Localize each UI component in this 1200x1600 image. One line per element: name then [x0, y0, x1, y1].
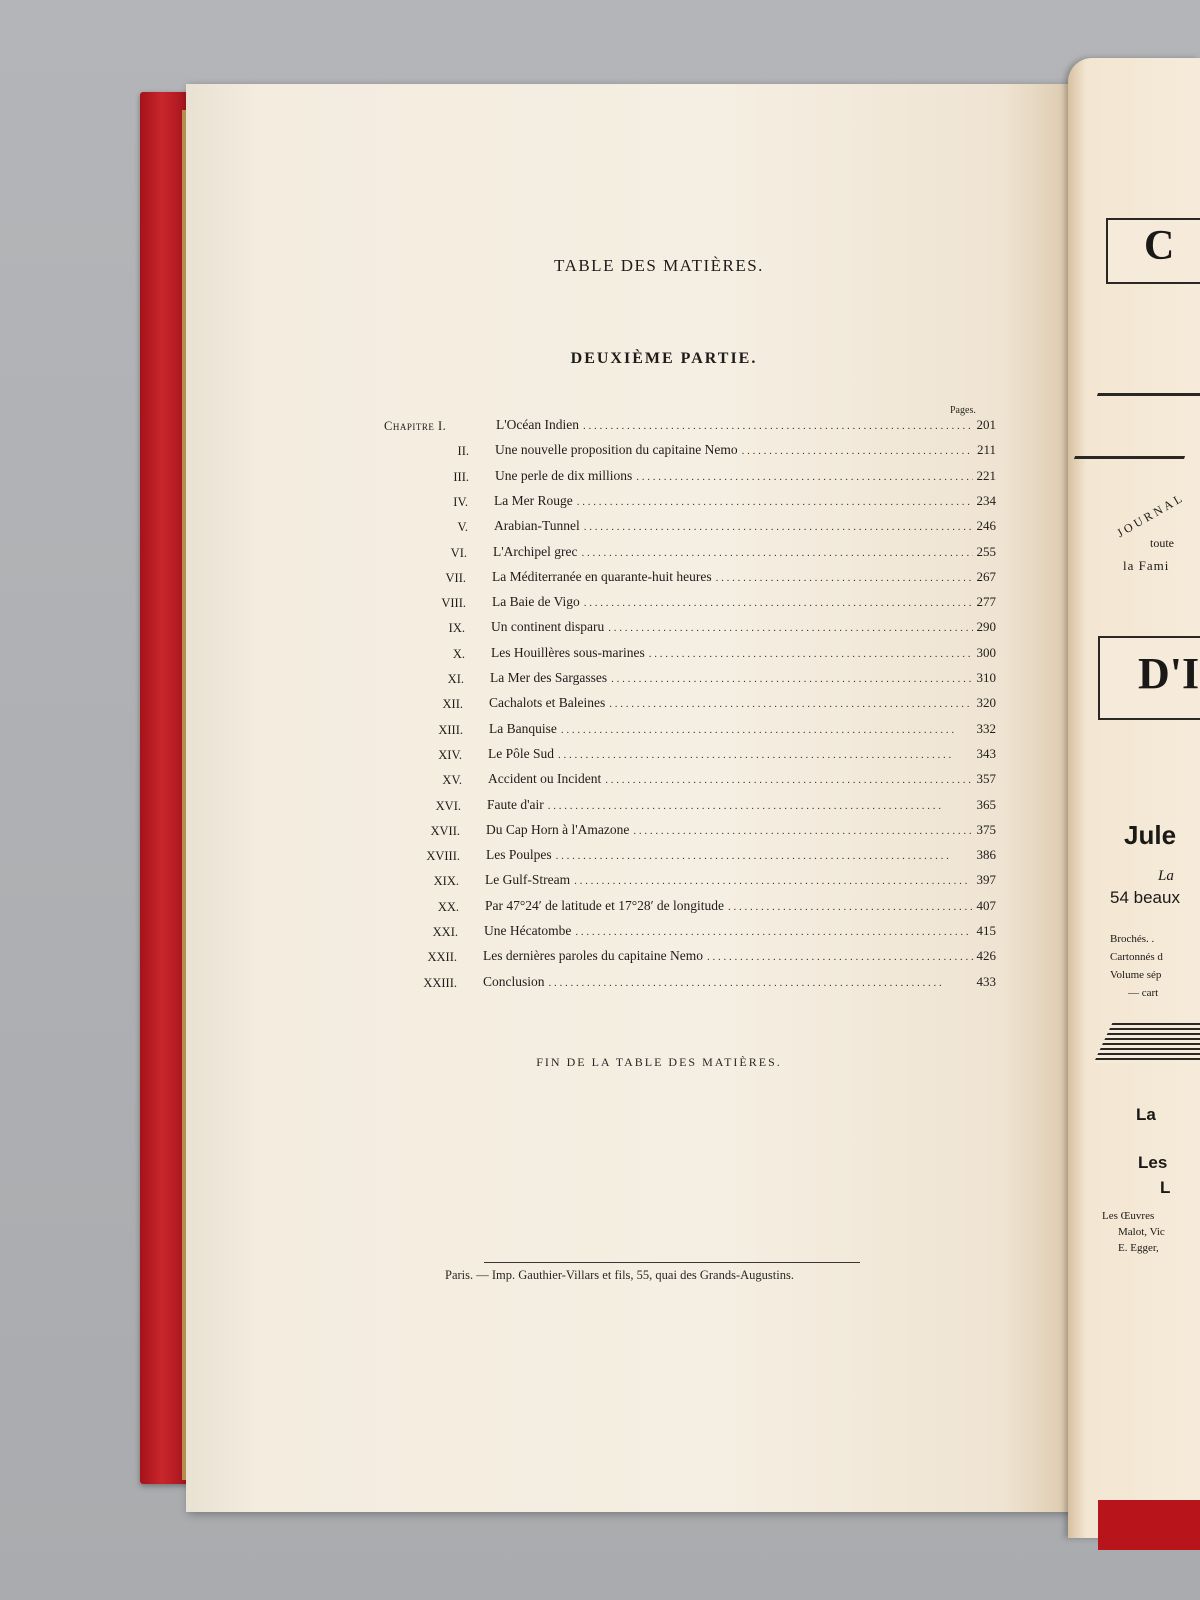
journal-label: JOURNAL — [1114, 490, 1187, 541]
chapter-number: XII. — [442, 697, 463, 711]
chapter-number: XV. — [442, 773, 462, 787]
chapter-page-number: 277 — [976, 594, 996, 609]
chapter-title: Arabian-Tunnel — [494, 518, 580, 533]
chapter-page-number: 310 — [976, 670, 996, 685]
chapter-number: Chapitre I. — [384, 419, 447, 433]
ribbon-banner-1 — [1106, 218, 1200, 284]
chapter-number: III. — [453, 470, 469, 484]
dot-leader — [548, 800, 973, 812]
famille-label: la Fami — [1123, 558, 1170, 573]
banner-1-letter: C — [1144, 223, 1175, 269]
egger-line: E. Egger, — [1118, 1242, 1159, 1254]
chapter-page-number: 300 — [976, 645, 996, 660]
author-heading: Jule — [1124, 820, 1177, 850]
chapter-page-number: 246 — [976, 518, 996, 533]
dot-leader — [584, 597, 973, 609]
chapter-page-number: 433 — [976, 974, 996, 989]
chapter-page-number: 365 — [976, 797, 996, 812]
chapter-page-number: 201 — [976, 417, 996, 432]
facing-cover-red — [1098, 1500, 1200, 1550]
chapter-title: La Baie de Vigo — [492, 594, 580, 609]
dot-leader — [608, 622, 972, 634]
toc-entry — [492, 594, 996, 614]
toc-entry — [486, 847, 996, 867]
chapter-title: Le Pôle Sud — [488, 746, 554, 761]
toc-entry — [489, 695, 996, 715]
chapter-number: XVIII. — [426, 849, 460, 863]
toute-label: toute — [1150, 536, 1174, 550]
chapter-number: XXII. — [427, 950, 457, 964]
chapter-number: VI. — [450, 546, 467, 560]
toc-entry — [490, 670, 996, 690]
chapter-number: XIV. — [438, 748, 462, 762]
chapter-number: XXIII. — [423, 976, 457, 990]
toc-entry — [491, 645, 996, 665]
facing-page — [1068, 58, 1200, 1538]
chapter-page-number: 211 — [976, 442, 996, 457]
chapter-number: XI. — [447, 672, 464, 686]
chapter-number: XXI. — [432, 925, 458, 939]
dot-leader — [609, 698, 972, 710]
chapter-page-number: 386 — [976, 847, 996, 862]
chapter-number: X. — [452, 647, 465, 661]
dot-leader — [549, 977, 973, 989]
engraving-ornament — [1094, 1023, 1200, 1063]
la-heading: La — [1136, 1105, 1156, 1124]
chapter-title: Du Cap Horn à l'Amazone — [486, 822, 630, 837]
toc-entry — [496, 417, 996, 437]
chapter-number: XVI. — [435, 799, 461, 813]
chapter-title: Une Hécatombe — [484, 923, 572, 938]
chapter-page-number: 234 — [976, 493, 996, 508]
chapter-title: L'Océan Indien — [496, 417, 580, 432]
malot-line: Malot, Vic — [1118, 1226, 1165, 1238]
chapter-page-number: 255 — [976, 544, 996, 559]
chapter-page-number: 320 — [976, 695, 996, 710]
chapter-title: Conclusion — [483, 974, 545, 989]
dot-leader — [561, 724, 973, 736]
chapter-title: Faute d'air — [487, 797, 544, 812]
la-label: La — [1158, 868, 1174, 884]
chapter-page-number: 407 — [976, 898, 996, 913]
dot-leader — [575, 926, 972, 938]
toc-entry — [483, 948, 996, 968]
banner-2-letter: D'I — [1138, 649, 1200, 698]
chapter-title: Les Poulpes — [486, 847, 552, 862]
chapter-number: XIII. — [438, 723, 463, 737]
dot-leader — [584, 521, 973, 533]
dot-leader — [583, 420, 972, 432]
toc-entry — [494, 518, 996, 538]
chapter-title: Le Gulf-Stream — [485, 872, 571, 887]
page-title: TABLE DES MATIÈRES. — [554, 256, 764, 275]
printer-imprint: Paris. — Imp. Gauthier-Villars et fils, 55, quai des Grands-Augustins. — [445, 1268, 794, 1282]
ribbon-banner-2 — [1098, 636, 1200, 720]
end-of-table: FIN DE LA TABLE DES MATIÈRES. — [536, 1055, 782, 1069]
dot-leader — [707, 951, 972, 963]
volume-line: Volume sép — [1110, 969, 1162, 981]
toc-entry — [488, 746, 996, 766]
oeuvres-line: Les Œuvres — [1102, 1210, 1155, 1222]
dot-leader — [742, 445, 973, 457]
toc-entry — [487, 797, 996, 817]
toc-entry — [491, 619, 996, 639]
dot-leader — [611, 673, 972, 685]
chapter-page-number: 290 — [976, 619, 996, 634]
part-subtitle: DEUXIÈME PARTIE. — [570, 350, 758, 367]
pages-column-label: Pages. — [950, 405, 976, 416]
cart-line: — cart — [1128, 987, 1159, 999]
dot-leader — [633, 825, 972, 837]
toc-entry — [494, 493, 996, 513]
chapter-title: La Mer Rouge — [494, 493, 573, 508]
chapter-page-number: 426 — [976, 948, 996, 963]
chapter-page-number: 357 — [976, 771, 996, 786]
dot-leader — [558, 749, 973, 761]
chapter-number: VII. — [445, 571, 466, 585]
broches-line: Brochés. . — [1110, 933, 1155, 945]
chapter-title: La Mer des Sargasses — [490, 670, 608, 685]
toc-entry — [493, 544, 996, 564]
chapter-page-number: 221 — [976, 468, 996, 483]
dot-leader — [605, 774, 972, 786]
chapter-number: XVII. — [430, 824, 460, 838]
chapter-number: V. — [457, 520, 468, 534]
dot-leader — [556, 850, 973, 862]
chapter-page-number: 375 — [976, 822, 996, 837]
chapter-page-number: 332 — [976, 721, 996, 736]
chapter-title: Accident ou Incident — [488, 771, 602, 786]
chapter-number: XIX. — [433, 874, 459, 888]
chapter-number: IV. — [453, 495, 468, 509]
l-heading: L — [1160, 1178, 1171, 1197]
toc-entry — [489, 721, 996, 741]
toc-entry — [485, 872, 996, 892]
toc-entry — [492, 569, 996, 589]
beaux-label: 54 beaux — [1110, 888, 1180, 907]
chapter-title: La Méditerranée en quarante-huit heures — [492, 569, 712, 584]
dot-leader — [577, 496, 973, 508]
chapter-number: II. — [457, 444, 469, 458]
chapter-title: Un continent disparu — [491, 619, 605, 634]
dot-leader — [716, 572, 973, 584]
chapter-number: VIII. — [441, 596, 466, 610]
chapter-title: Une perle de dix millions — [495, 468, 633, 483]
chapter-page-number: 343 — [976, 746, 996, 761]
chapter-title: Les dernières paroles du capitaine Nemo — [483, 948, 704, 963]
les-heading: Les — [1138, 1153, 1168, 1172]
chapter-page-number: 415 — [976, 923, 996, 938]
chapter-title: Les Houillères sous-marines — [491, 645, 645, 660]
toc-entry — [484, 923, 996, 943]
cartonnes-line: Cartonnés d — [1110, 951, 1163, 963]
chapter-page-number: 397 — [976, 872, 996, 887]
dot-leader — [574, 875, 972, 887]
dot-leader — [582, 547, 973, 559]
toc-entry — [485, 898, 996, 918]
dot-leader — [649, 648, 973, 660]
divider-rule — [484, 1262, 860, 1263]
chapter-title: L'Archipel grec — [493, 544, 578, 559]
chapter-title: La Banquise — [489, 721, 557, 736]
toc-entry — [486, 822, 996, 842]
chapter-page-number: 267 — [976, 569, 996, 584]
chapter-title: Par 47°24′ de latitude et 17°28′ de longitude — [485, 898, 725, 913]
toc-entry — [495, 442, 996, 462]
dot-leader — [636, 471, 972, 483]
toc-entry — [488, 771, 996, 791]
chapter-title: Cachalots et Baleines — [489, 695, 606, 710]
chapter-number: IX. — [448, 621, 465, 635]
toc-entry — [495, 468, 996, 488]
toc-entry — [483, 974, 996, 994]
dot-leader — [728, 901, 972, 913]
ribbon-ornament — [1074, 393, 1200, 459]
chapter-title: Une nouvelle proposition du capitaine Nemo — [495, 442, 738, 457]
chapter-number: XX. — [437, 900, 459, 914]
